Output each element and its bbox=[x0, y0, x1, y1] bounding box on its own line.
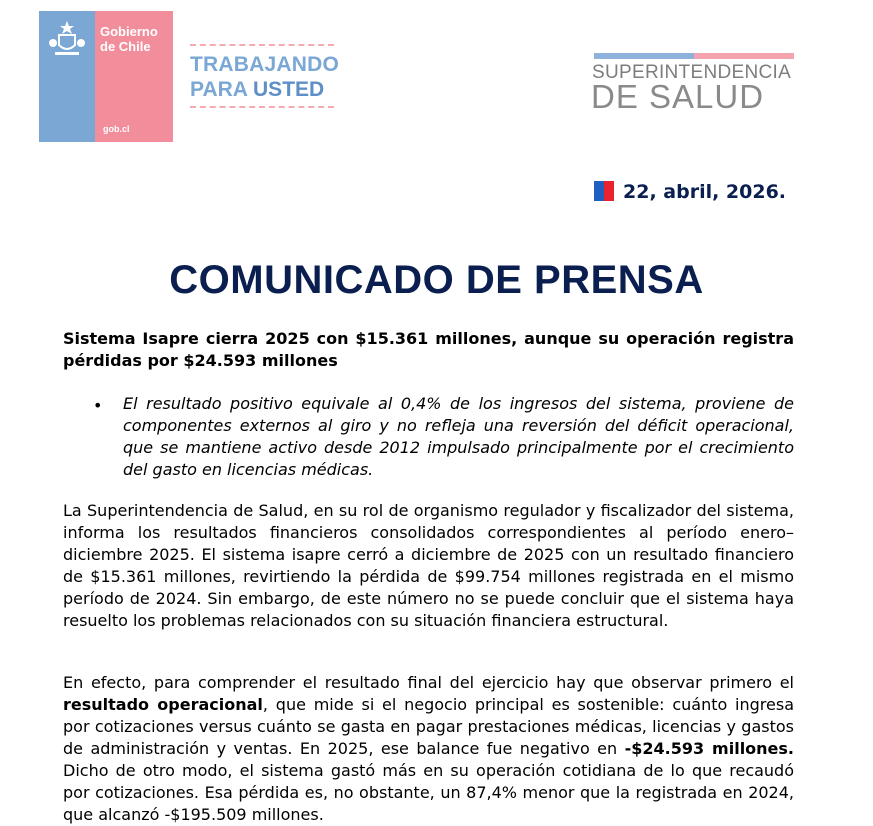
paragraph-1: La Superintendencia de Salud, en su rol de organismo regulador y fiscalizador del sistema, informa los resultados financieros consolidados correspondientes al período enero–diciembre 2025. El sistema isapre cerró a diciembre de 2025 con un resultado financiero de $15.361 millones, revirtiendo la pérdida de $99.754 millones registrada en el mismo período de 2024. Sin embargo, de este número no se puede concluir que el sistema haya resuelto los problemas relacionados con su situación financiera estructural. bbox=[63, 501, 794, 630]
agency-name-line2: DE SALUD bbox=[591, 78, 765, 115]
gob-name-line2: de Chile bbox=[100, 39, 151, 54]
coat-of-arms-icon bbox=[47, 19, 87, 59]
paragraph-2-bold2: -$24.593 millones. bbox=[624, 739, 795, 758]
paragraph-2 bbox=[63, 672, 794, 826]
slogan-bottom-divider bbox=[190, 106, 334, 108]
agency-bar-blue bbox=[594, 53, 694, 59]
paragraph-2-part1: En efecto, para comprender el resultado final del ejercicio hay que observar primero el bbox=[63, 673, 794, 692]
slogan-usted: USTED bbox=[253, 78, 325, 101]
paragraph-2-part3: Dicho de otro modo, el sistema gastó más en su operación cotidiana de lo que recaudó por cotizaciones. Esa pérdida es, no obstante, un 87,4% menor que la registrada en 2024, que alcanzó -$195.509 millones. bbox=[63, 761, 794, 824]
summary-bullet: El resultado positivo equivale al 0,4% de los ingresos del sistema, proviene de componentes externos al giro y no refleja una reversión del déficit operacional, que se mantiene activo desde 2012 impulsado principalmente por el crecimiento del gasto en licencias médicas. bbox=[123, 394, 794, 479]
gobierno-de-chile-logo bbox=[39, 11, 173, 142]
gob-domain: gob.cl bbox=[103, 124, 130, 134]
agency-logo-bar bbox=[594, 53, 794, 59]
headline: Sistema Isapre cierra 2025 con $15.361 millones, aunque su operación registra pérdidas por $24.593 millones bbox=[63, 329, 794, 370]
chile-flag-icon bbox=[594, 181, 614, 201]
bullet-marker: • bbox=[93, 396, 103, 415]
paragraph-2-bold1: resultado operacional bbox=[63, 695, 263, 714]
flag-blue bbox=[594, 181, 604, 201]
slogan-top-divider bbox=[190, 44, 334, 46]
agency-name-line1: SUPERINTENDENCIA bbox=[592, 62, 792, 83]
flag-red bbox=[604, 181, 614, 201]
press-date: 22, abril, 2026. bbox=[623, 181, 787, 203]
slogan-para: PARA bbox=[190, 78, 248, 101]
slogan-line1: TRABAJANDO bbox=[190, 53, 339, 76]
agency-bar-pink bbox=[694, 53, 794, 59]
gob-name-line1: Gobierno bbox=[100, 24, 158, 39]
paragraph-2-part2: , que mide si el negocio principal es sostenible: cuánto ingresa por cotizaciones versus cuánto se gasta en pagar prestaciones médicas, licencias y gastos de administración y ventas. En 2025, ese balance fue negativo en bbox=[63, 695, 795, 758]
gob-name bbox=[100, 24, 158, 54]
slogan-line2 bbox=[190, 78, 324, 102]
page-title: COMUNICADO DE PRENSA bbox=[169, 258, 704, 302]
